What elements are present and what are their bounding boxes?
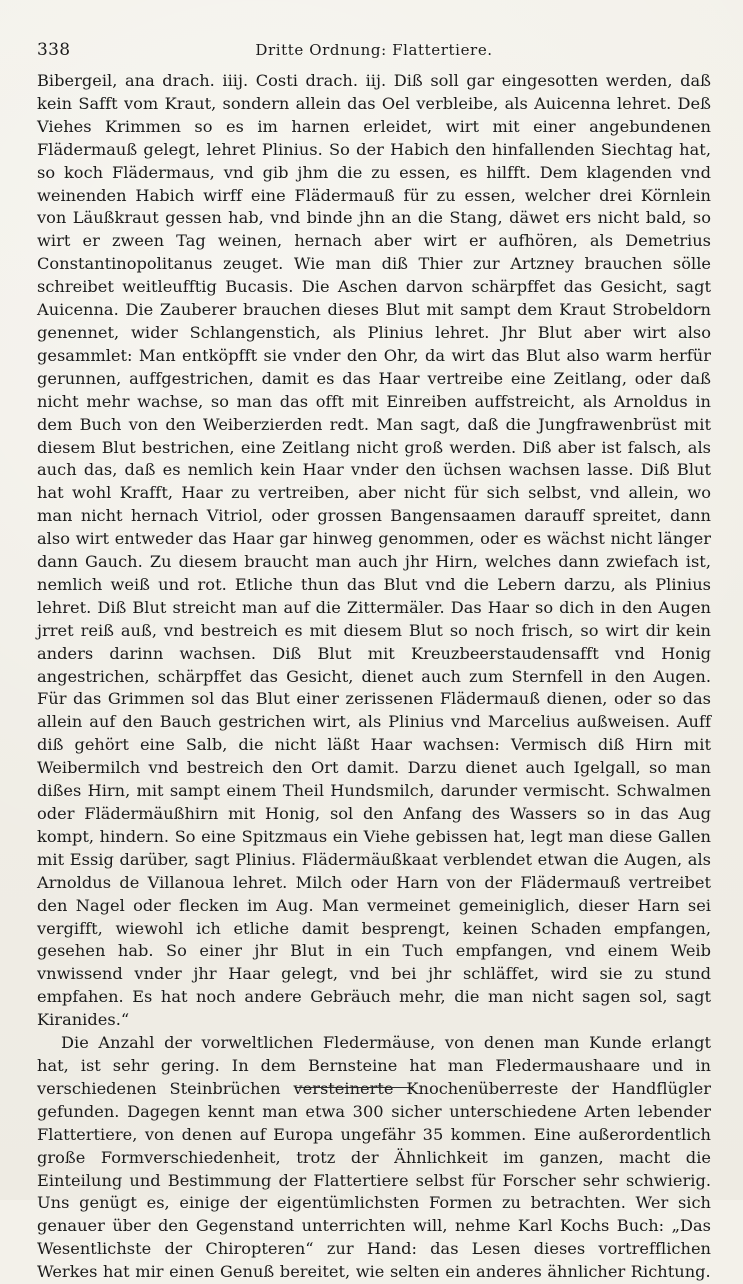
running-head: Dritte Ordnung: Flattertiere.	[255, 41, 493, 59]
paragraph-quote: Bibergeil, ana drach. iiij. Costi drach. iij. Diß soll gar eingesotten werden, daß kein Safft vom Kraut, sondern allein das Oel verbleibe, als Auicenna lehret. Deß Viehes Krimmen so es im harnen erleidet, wirt mit einer angebundenen Flädermauß gelegt, lehret Plinius. So der Habich den hinfallenden Siechtag hat, so koch Flädermaus, vnd gib jhm die zu essen, es hilfft. Dem klagenden vnd weinenden Habich wirff eine Flädermauß für zu essen, welcher drei Körnlein von Läußkraut gessen hab, vnd binde jhn an die Stang, däwet ers nicht bald, so wirt er zween Tag weinen, hernach aber wirt er aufhören, als Demetrius Constantinopolitanus zeuget. Wie man diß Thier zur Artzney brauchen sölle schreibet weitleufftig Bucasis. Die Aschen darvon schärpffet das Gesicht, sagt Auicenna. Die Zauberer brauchen dieses Blut mit sampt dem Kraut Strobeldorn genennet, wider Schlangenstich, als Plinius lehret. Jhr Blut aber wirt also gesammlet: Man entköpfft sie vnder den Ohr, da wirt das Blut also warm herfür gerunnen, auffgestrichen, damit es das Haar vertreibe eine Zeitlang, oder daß nicht mehr wachse, so man das offt mit Einreiben auffstreicht, als Arnoldus in dem Buch von den Weiberzierden redt. Man sagt, daß die Jungfrawenbrüst mit diesem Blut bestrichen, eine Zeitlang nicht groß werden. Diß aber ist falsch, als auch das, daß es nemlich kein Haar vnder den üchsen wachsen lasse. Diß Blut hat wohl Krafft, Haar zu vertreiben, aber nicht für sich selbst, vnd allein, wo man nicht hernach Vitriol, oder grossen Bangensaamen darauff spreitet, dann also wirt entweder das Haar gar hinweg genommen, oder es wächst nicht länger dann Gauch. Zu diesem braucht man auch jhr Hirn, welches dann zwiefach ist, nemlich weiß und rot. Etliche thun das Blut vnd die Lebern darzu, als Plinius lehret. Diß Blut streicht man auf die Zittermäler. Das Haar so dich in den Augen jrret reiß auß, vnd bestreich es mit diesem Blut so noch frisch, so wirt dir kein anders darinn wachsen. Diß Blut mit Kreuzbeerstaudensafft vnd Honig angestrichen, schärpffet das Gesicht, dienet auch zum Sternfell in den Augen. Für das Grimmen sol das Blut einer zerissenen Flädermauß dienen, oder so das allein auf den Bauch gestrichen wirt, als Plinius vnd Marcelius außweisen. Auff diß gehört eine Salb, die nicht läßt Haar wachsen: Vermisch diß Hirn mit Weibermilch vnd bestreich den Ort damit. Darzu dienet auch Igelgall, so man dißes Hirn, mit sampt einem Theil Hundsmilch, darunder vermischt. Schwalmen oder Flädermäußhirn mit Honig, sol den Anfang des Wassers so in das Aug kompt, hindern. So eine Spitzmaus ein Viehe gebissen hat, legt man diese Gallen mit Essig darüber, sagt Plinius. Flädermäußkaat verblendet etwan die Augen, als Arnoldus de Villanoua lehret. Milch oder Harn von der Flädermauß vertreibet den Nagel oder flecken im Aug. Man vermeinet gemeiniglich, dieser Harn sei vergifft, wiewohl ich etliche damit besprengt, keinen Schaden empfangen, gesehen hab. So einer jhr Blut in ein Tuch empfangen, vnd einem Weib vnwissend vnder jhr Haar gelegt, vnd bei jhr schläffet, wird sie zu stund empfahen. Es hat noch andere Gebräuch mehr, die man nicht sagen sol, sagt Kiranides.“	[37, 71, 711, 1030]
body-text	[37, 70, 711, 1284]
page-number: 338	[37, 40, 71, 60]
paragraph-main: Die Anzahl der vorweltlichen Fledermäuse, von denen man Kunde erlangt hat, ist sehr gering. In dem Bernsteine hat man Fledermaushaare und in verschiedenen Steinbrüchen versteinerte Knochenüberreste der Handflügler gefunden. Dagegen kennt man etwa 300 sicher unterschiedene Arten lebender Flattertiere, von denen auf Europa ungefähr 35 kommen. Eine außerordentlich große Formverschiedenheit, trotz der Ähnlichkeit im ganzen, macht die Einteilung und Bestimmung der Flattertiere selbst für Forscher sehr schwierig. Uns genügt es, einige der eigentümlichsten Formen zu betrachten. Wer sich genauer über den Gegenstand unterrichten will, nehme Karl Kochs Buch: „Das Wesentlichste der Chiropteren“ zur Hand: das Lesen dieses vortrefflichen Werkes hat mir einen Genuß bereitet, wie selten ein anderes ähnlicher Richtung.	[37, 1033, 711, 1282]
section-rule	[296, 1087, 414, 1088]
page-header	[37, 38, 711, 64]
